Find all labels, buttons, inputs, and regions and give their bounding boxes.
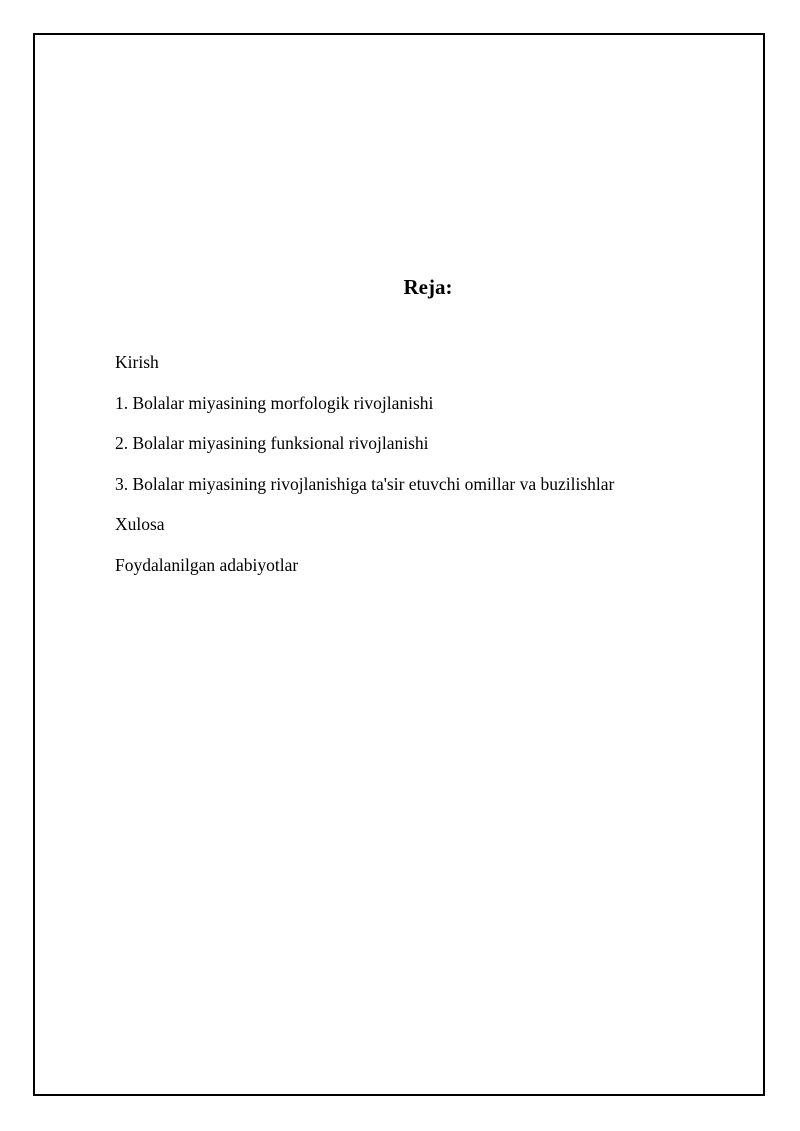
plan-list bbox=[115, 350, 614, 594]
plan-item-references: Foydalanilgan adabiyotlar bbox=[115, 554, 299, 575]
plan-item-introduction: Kirish bbox=[115, 352, 159, 372]
plan-item-3: 3. Bolalar miyasining rivojlanishiga ta'sir etuvchi omillar va buzilishlar bbox=[115, 473, 615, 494]
plan-item-2: 2. Bolalar miyasining funksional rivojlanishi bbox=[115, 433, 429, 454]
plan-item-conclusion: Xulosa bbox=[115, 514, 165, 535]
page-title: Reja: bbox=[403, 275, 453, 299]
plan-item-1: 1. Bolalar miyasining morfologik rivojlanishi bbox=[115, 392, 434, 413]
